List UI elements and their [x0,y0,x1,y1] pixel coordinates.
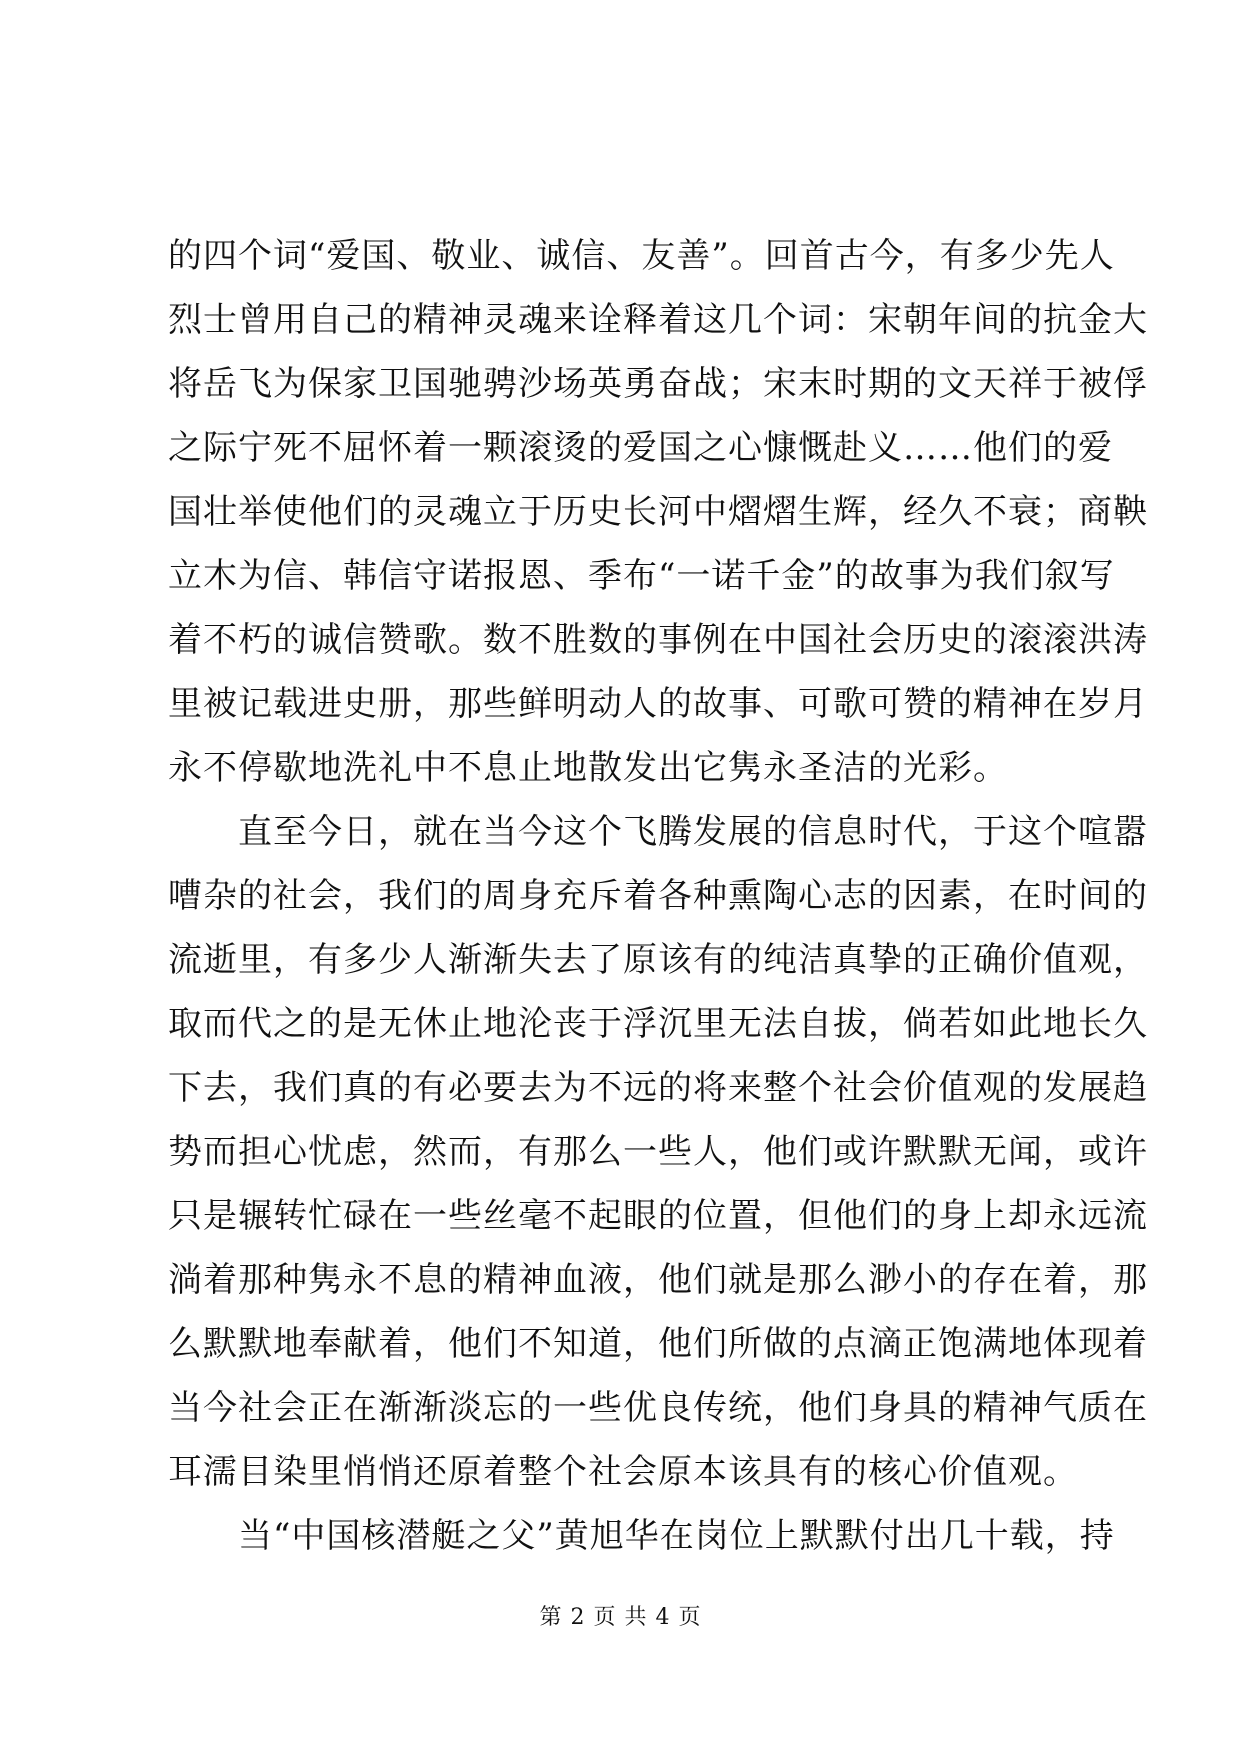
text-line: 的四个词“爱国、敬业、诚信、友善”。回首古今，有多少先人 [168,236,1115,276]
text-line: 只是辗转忙碌在一些丝毫不起眼的位置，但他们的身上却永远流 [168,1196,1148,1236]
text-line: 国壮举使他们的灵魂立于历史长河中熠熠生辉，经久不衰；商鞅 [168,492,1148,532]
text-line: 里被记载进史册，那些鲜明动人的故事、可歌可赞的精神在岁月 [168,684,1148,724]
text-line: 永不停歇地洗礼中不息止地散发出它隽永圣洁的光彩。 [168,748,1008,788]
text-line: 淌着那种隽永不息的精神血液，他们就是那么渺小的存在着，那 [168,1260,1148,1300]
text-line: 将岳飞为保家卫国驰骋沙场英勇奋战；宋末时期的文天祥于被俘 [168,364,1148,404]
text-line: 耳濡目染里悄悄还原着整个社会原本该具有的核心价值观。 [168,1452,1078,1492]
text-line: 之际宁死不屈怀着一颗滚烫的爱国之心慷慨赴义……他们的爱 [168,428,1113,468]
text-line: 烈士曾用自己的精神灵魂来诠释着这几个词：宋朝年间的抗金大 [168,300,1148,340]
text-line: 嘈杂的社会，我们的周身充斥着各种熏陶心志的因素，在时间的 [168,876,1148,916]
text-line: 当“中国核潜艇之父”黄旭华在岗位上默默付出几十载，持 [168,1516,1115,1556]
page-footer [0,1600,1241,1631]
text-line: 流逝里，有多少人渐渐失去了原该有的纯洁真挚的正确价值观， [168,940,1148,980]
text-line: 势而担心忧虑，然而，有那么一些人，他们或许默默无闻，或许 [168,1132,1148,1172]
body-text [168,224,1148,1568]
text-line: 下去，我们真的有必要去为不远的将来整个社会价值观的发展趋 [168,1068,1148,1108]
text-line: 立木为信、韩信守诺报恩、季布“一诺千金”的故事为我们叙写 [168,556,1115,596]
page-number-label: 第 2 页 共 4 页 [539,1605,702,1630]
text-line: 么默默地奉献着，他们不知道，他们所做的点滴正饱满地体现着 [168,1324,1148,1364]
text-line: 直至今日，就在当今这个飞腾发展的信息时代，于这个喧嚣 [168,812,1148,852]
text-line: 着不朽的诚信赞歌。数不胜数的事例在中国社会历史的滚滚洪涛 [168,620,1148,660]
text-line: 当今社会正在渐渐淡忘的一些优良传统，他们身具的精神气质在 [168,1388,1148,1428]
text-line: 取而代之的是无休止地沦丧于浮沉里无法自拔，倘若如此地长久 [168,1004,1148,1044]
